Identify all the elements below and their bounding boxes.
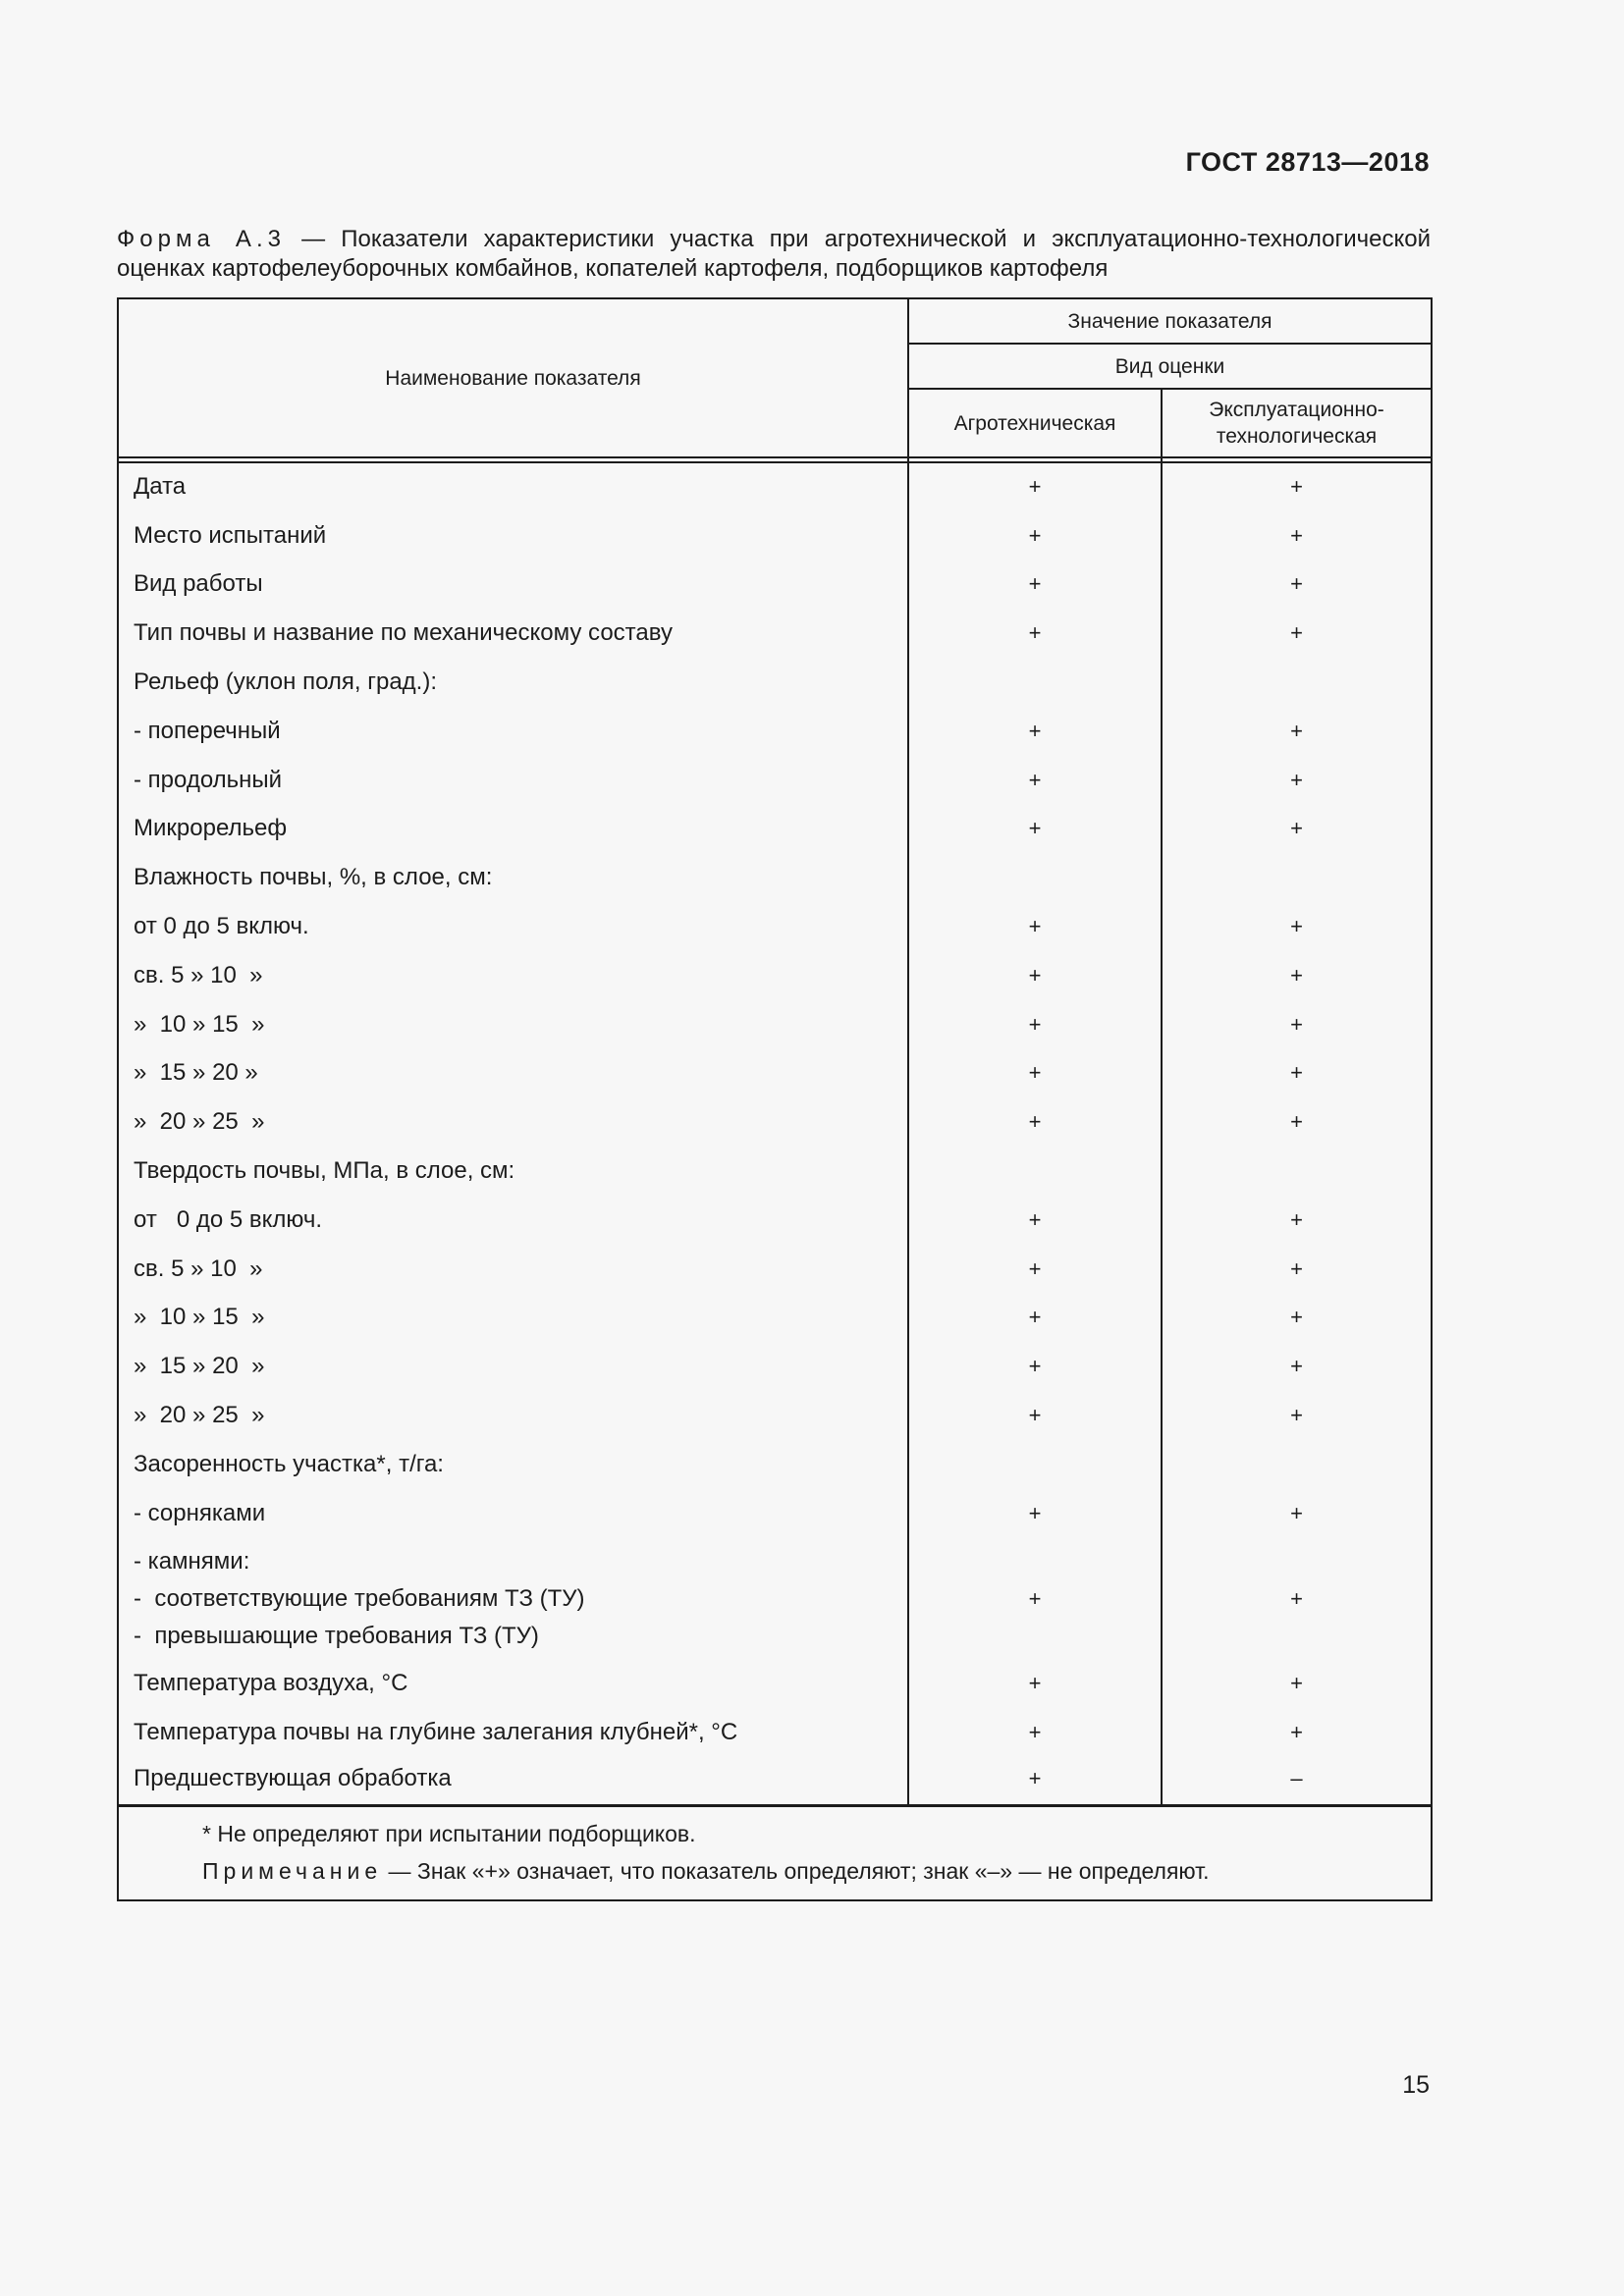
table-row [118,902,1432,951]
row-agro-mark: + [908,1708,1162,1757]
table-row [118,805,1432,854]
row-operational-mark: + [1162,1538,1432,1660]
table-row [118,756,1432,805]
row-agro-mark: + [908,1342,1162,1391]
row-operational-mark [1162,1147,1432,1196]
row-agro-mark: + [908,1294,1162,1343]
row-name: » 20 » 25 » [118,1391,908,1440]
row-name: св. 5 » 10 » [118,1245,908,1294]
row-agro-mark: + [908,1660,1162,1709]
row-operational-mark: + [1162,609,1432,658]
header-assessment-type: Вид оценки [908,344,1432,389]
table-row [118,1097,1432,1147]
table-row [118,853,1432,902]
header-value: Значение показателя [908,298,1432,344]
row-operational-mark: + [1162,1049,1432,1098]
note-label: Примечание [202,1858,383,1885]
row-operational-mark: + [1162,1708,1432,1757]
row-name: от 0 до 5 включ. [118,902,908,951]
row-name: - камнями: - соответствующие требованиям ТЗ (ТУ) - превышающие требования ТЗ (ТУ) [118,1538,908,1660]
row-agro-mark: + [908,1391,1162,1440]
row-name: » 15 » 20 » [118,1342,908,1391]
table-row [118,1757,1432,1806]
row-operational-mark: + [1162,561,1432,610]
row-name: Рельеф (уклон поля, град.): [118,658,908,707]
page-number: 15 [1402,2071,1430,2099]
row-operational-mark: + [1162,707,1432,756]
row-agro-mark: + [908,561,1162,610]
table-row [118,1342,1432,1391]
row-operational-mark: + [1162,1196,1432,1245]
row-name: » 15 » 20 » [118,1049,908,1098]
row-operational-mark: + [1162,1391,1432,1440]
row-operational-mark: + [1162,1660,1432,1709]
row-agro-mark: + [908,1097,1162,1147]
row-agro-mark: + [908,1049,1162,1098]
row-operational-mark: + [1162,1342,1432,1391]
row-operational-mark [1162,853,1432,902]
row-name: Место испытаний [118,511,908,561]
row-name: св. 5 » 10 » [118,951,908,1000]
row-agro-mark: + [908,1245,1162,1294]
row-name: » 10 » 15 » [118,1000,908,1049]
row-agro-mark: + [908,1196,1162,1245]
table-row [118,1391,1432,1440]
footnote: * Не определяют при испытании подборщиков. [202,1821,696,1847]
table-row [118,561,1432,610]
row-operational-mark: + [1162,902,1432,951]
row-name: Вид работы [118,561,908,610]
table-row [118,1538,1432,1660]
row-agro-mark: + [908,1757,1162,1806]
table-row [118,1000,1432,1049]
row-operational-mark: + [1162,1097,1432,1147]
row-agro-mark [908,1147,1162,1196]
table-row [118,609,1432,658]
row-operational-mark: + [1162,805,1432,854]
row-agro-mark: + [908,511,1162,561]
row-operational-mark: + [1162,1294,1432,1343]
header-agro: Агротехническая [908,389,1162,457]
table-row [118,951,1432,1000]
row-agro-mark: + [908,609,1162,658]
header-operational: Эксплуатационно- технологическая [1162,389,1432,457]
row-name: Влажность почвы, %, в слое, см: [118,853,908,902]
row-agro-mark [908,853,1162,902]
row-name: Засоренность участка*, т/га: [118,1440,908,1489]
row-name: » 10 » 15 » [118,1294,908,1343]
row-name: Микрорельеф [118,805,908,854]
caption-text: — Показатели характеристики участка при агротехнической и эксплуатационно-технологической оценках картофелеуборочных комбайнов, копателей картофеля, подборщиков картофеля [117,226,1431,282]
row-agro-mark: + [908,902,1162,951]
table-row [118,1196,1432,1245]
row-name: Температура почвы на глубине залегания клубней*, °С [118,1708,908,1757]
row-agro-mark: + [908,756,1162,805]
row-name: Дата [118,462,908,511]
standard-code: ГОСТ 28713—2018 [1185,147,1430,177]
row-name: - поперечный [118,707,908,756]
row-name: Твердость почвы, МПа, в слое, см: [118,1147,908,1196]
table-caption [117,225,1431,284]
row-agro-mark: + [908,1538,1162,1660]
row-name: Тип почвы и название по механическому составу [118,609,908,658]
row-operational-mark: + [1162,511,1432,561]
row-agro-mark [908,1440,1162,1489]
header-indicator-name: Наименование показателя [118,298,908,457]
row-operational-mark: + [1162,1245,1432,1294]
table-row [118,707,1432,756]
caption-label: Форма А.3 [117,226,286,252]
note [202,1852,1431,1890]
row-operational-mark: + [1162,1489,1432,1538]
row-agro-mark: + [908,951,1162,1000]
row-operational-mark: + [1162,951,1432,1000]
table-row [118,1660,1432,1709]
row-name: от 0 до 5 включ. [118,1196,908,1245]
table-body [118,462,1432,1806]
row-agro-mark: + [908,805,1162,854]
table-row [118,1294,1432,1343]
table-row [118,1147,1432,1196]
row-operational-mark: + [1162,462,1432,511]
row-name: Температура воздуха, °С [118,1660,908,1709]
row-operational-mark: + [1162,1000,1432,1049]
row-operational-mark: + [1162,756,1432,805]
row-agro-mark: + [908,1489,1162,1538]
row-agro-mark: + [908,1000,1162,1049]
row-operational-mark: – [1162,1757,1432,1806]
table-row [118,462,1432,511]
row-name: » 20 » 25 » [118,1097,908,1147]
indicators-table [117,297,1433,1901]
row-agro-mark: + [908,462,1162,511]
table-row [118,1049,1432,1098]
row-name: - сорняками [118,1489,908,1538]
row-operational-mark [1162,658,1432,707]
table-footer [118,1806,1432,1901]
row-agro-mark [908,658,1162,707]
row-name: - продольный [118,756,908,805]
table-row [118,658,1432,707]
row-operational-mark [1162,1440,1432,1489]
table-row [118,1440,1432,1489]
note-text: — Знак «+» означает, что показатель определяют; знак «–» — не определяют. [382,1858,1210,1885]
table-row [118,511,1432,561]
row-name: Предшествующая обработка [118,1757,908,1806]
table-row [118,1245,1432,1294]
row-agro-mark: + [908,707,1162,756]
table-row [118,1489,1432,1538]
table-row [118,1708,1432,1757]
